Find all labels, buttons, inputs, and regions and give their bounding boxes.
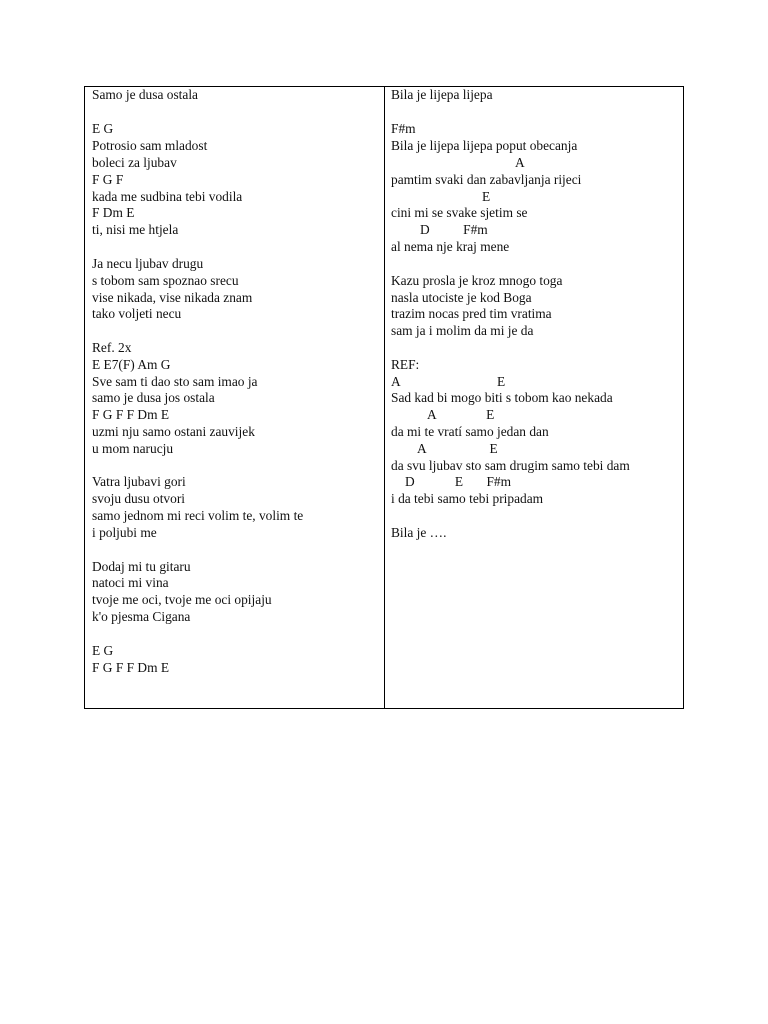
lyric-line: s tobom sam spoznao srecu bbox=[92, 273, 239, 288]
chord-line: A E bbox=[391, 374, 506, 389]
lyric-line: sam ja i molim da mi je da bbox=[391, 323, 534, 338]
chord-line: E G bbox=[92, 643, 114, 658]
lyric-line: Ja necu ljubav drugu bbox=[92, 256, 204, 271]
lyric-line: vise nikada, vise nikada znam bbox=[92, 290, 253, 305]
chord-line: E E7(F) Am G bbox=[92, 357, 171, 372]
lyric-line: samo je dusa jos ostala bbox=[92, 390, 215, 405]
song-title: Bila je lijepa lijepa bbox=[391, 87, 493, 102]
lyric-line: i da tebi samo tebi pripadam bbox=[391, 491, 544, 506]
lyric-line: Sve sam ti dao sto sam imao ja bbox=[92, 374, 258, 389]
lyric-line: tvoje me oci, tvoje me oci opijaju bbox=[92, 592, 272, 607]
lyric-line: natoci mi vina bbox=[92, 575, 169, 590]
chord-line: F Dm E bbox=[92, 205, 135, 220]
lyric-line: k'o pjesma Cigana bbox=[92, 609, 191, 624]
refrain-label: REF: bbox=[391, 357, 420, 372]
chord-line: A E bbox=[417, 441, 498, 456]
lyric-line: Bila je lijepa lijepa poput obecanja bbox=[391, 138, 578, 153]
chord-line: F G F bbox=[92, 172, 124, 187]
refrain-label: Ref. 2x bbox=[92, 340, 132, 355]
chord-line: D F#m bbox=[420, 222, 488, 237]
lyric-line: cini mi se svake sjetim se bbox=[391, 205, 528, 220]
lyrics-table bbox=[84, 86, 684, 709]
lyric-line: da svu ljubav sto sam drugim samo tebi dam bbox=[391, 458, 630, 473]
lyric-line: tako voljeti necu bbox=[92, 306, 182, 321]
chord-line: E G bbox=[92, 121, 114, 136]
chord-line: A E bbox=[427, 407, 495, 422]
lyric-line: kada me sudbina tebi vodila bbox=[92, 189, 243, 204]
lyric-line: al nema nje kraj mene bbox=[391, 239, 510, 254]
lyric-line: samo jednom mi reci volim te, volim te bbox=[92, 508, 304, 523]
chord-line: D E F#m bbox=[405, 474, 512, 489]
chord-line: F#m bbox=[391, 121, 416, 136]
lyric-line: u mom narucju bbox=[92, 441, 174, 456]
chord-line: F G F F Dm E bbox=[92, 660, 170, 675]
chord-line: E bbox=[482, 189, 491, 204]
song-title: Samo je dusa ostala bbox=[92, 87, 198, 102]
lyric-line: pamtim svaki dan zabavljanja rijeci bbox=[391, 172, 582, 187]
lyric-line: i poljubi me bbox=[92, 525, 157, 540]
right-song-cell bbox=[385, 87, 683, 708]
lyric-line: svoju dusu otvori bbox=[92, 491, 185, 506]
lyric-line: Bila je …. bbox=[391, 525, 447, 540]
lyric-line: trazim nocas pred tim vratima bbox=[391, 306, 552, 321]
left-song-cell bbox=[85, 87, 385, 708]
chord-line: A bbox=[515, 155, 525, 170]
lyric-line: ti, nisi me htjela bbox=[92, 222, 179, 237]
lyric-line: uzmi nju samo ostani zauvijek bbox=[92, 424, 255, 439]
lyric-line: nasla utociste je kod Boga bbox=[391, 290, 532, 305]
lyric-line: Vatra ljubavi gori bbox=[92, 474, 186, 489]
lyric-line: boleci za ljubav bbox=[92, 155, 177, 170]
lyric-line: da mi te vratí samo jedan dan bbox=[391, 424, 549, 439]
lyric-line: Potrosio sam mladost bbox=[92, 138, 208, 153]
lyric-line: Kazu prosla je kroz mnogo toga bbox=[391, 273, 563, 288]
lyric-line: Dodaj mi tu gitaru bbox=[92, 559, 191, 574]
chord-line: F G F F Dm E bbox=[92, 407, 170, 422]
lyric-line: Sad kad bi mogo biti s tobom kao nekada bbox=[391, 390, 613, 405]
